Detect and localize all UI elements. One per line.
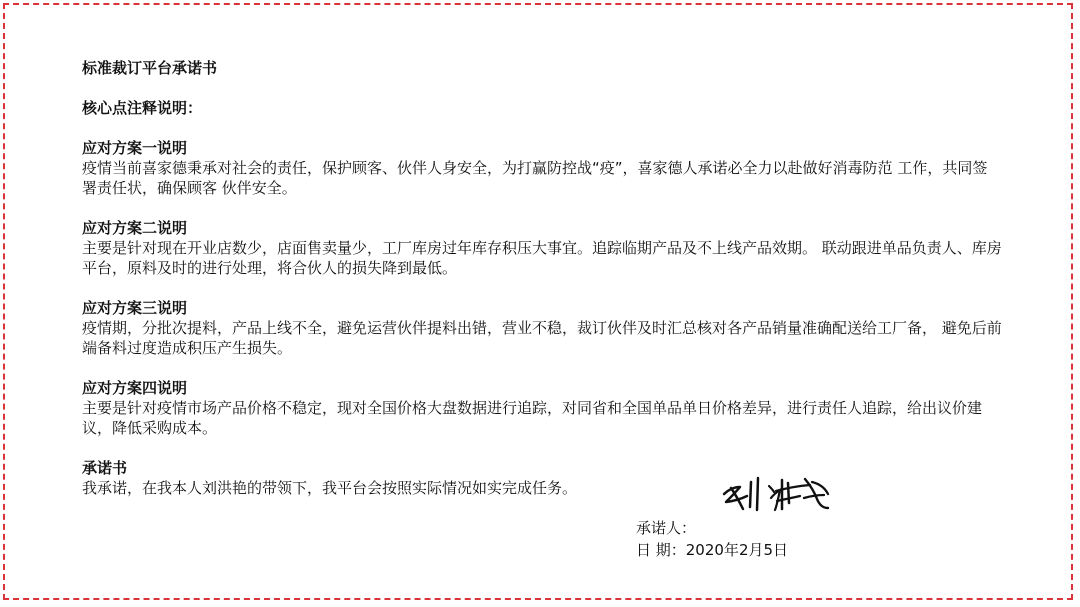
section-plan-1: [82, 138, 1002, 198]
section-text: 主要是针对疫情市场产品价格不稳定，现对全国价格大盘数据进行追踪，对同省和全国单品单日价格差异，进行责任人追踪，给出议价建议，降低采购成本。: [82, 399, 983, 437]
section-text: 疫情当前喜家德秉承对社会的责任，保护顾客、伙伴人身安全，为打赢防控战“疫”，喜家德人承诺必全力以赴做好消毒防范 工作，共同签署责任状，确保顾客 伙伴安全。: [82, 159, 988, 197]
section-heading: 应对方案二说明: [82, 219, 188, 237]
section-heading: 应对方案一说明: [82, 139, 188, 157]
document-title: 标准裁订平台承诺书: [82, 59, 218, 77]
section-plan-2: [82, 218, 1002, 278]
section-text: 我承诺，在我本人刘洪艳的带领下，我平台会按照实际情况如实完成任务。: [82, 479, 578, 497]
notes-subtitle: 核心点注释说明：: [82, 99, 203, 117]
section-plan-3: [82, 298, 1002, 358]
section-plan-4: [82, 378, 1002, 438]
section-heading: 应对方案四说明: [82, 379, 188, 397]
handwritten-signature: [716, 468, 836, 516]
signer-label: 承诺人：: [636, 519, 697, 537]
document-body: [82, 58, 1002, 518]
section-commitment: [82, 458, 1002, 498]
section-heading: 承诺书: [82, 459, 128, 477]
date-label: 日 期：2020年2月5日: [636, 541, 789, 559]
section-heading: 应对方案三说明: [82, 299, 188, 317]
section-text: 疫情期，分批次提料，产品上线不全，避免运营伙伴提料出错，营业不稳，裁订伙伴及时汇总核对各产品销量准确配送给工厂备， 避免后前端备料过度造成积压产生损失。: [82, 319, 1002, 357]
section-text: 主要是针对现在开业店数少，店面售卖量少，工厂库房过年库存积压大事宜。追踪临期产品及不上线产品效期。 联动跟进单品负责人、库房平台，原料及时的进行处理，将合伙人的损失降到最低。: [82, 239, 1002, 277]
